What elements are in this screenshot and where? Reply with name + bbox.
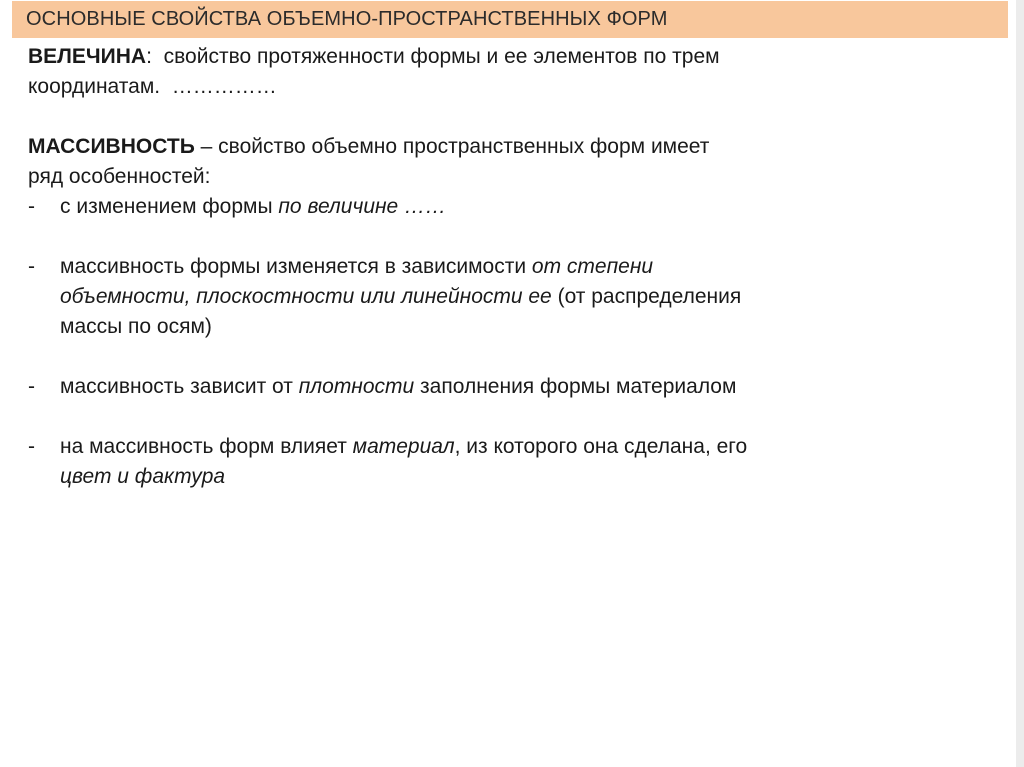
massiveness-text: – свойство объемно пространственных форм имеет ряд особенностей: (28, 135, 710, 188)
bullet-text-part: (от распределения массы по осям) (60, 285, 742, 338)
bullet-text (60, 372, 748, 402)
size-text: свойство протяженности формы и ее элементов по трем координатам. …………… (28, 45, 726, 98)
bullet-dash: - (28, 435, 35, 458)
size-paragraph (28, 42, 748, 102)
bullet-text-part-italic: по величине …… (278, 195, 447, 218)
massiveness-paragraph (28, 132, 748, 192)
bullet-text-part: , из которого она сделана, его (454, 435, 748, 458)
bullet-text-part-italic: цвет и фактура (60, 465, 226, 488)
bullet-item (28, 432, 748, 492)
bullet-dash: - (28, 375, 35, 398)
bullet-text-part: массивность зависит от (60, 375, 299, 398)
bullet-text-part: на массивность форм влияет (60, 435, 353, 458)
bullet-text (60, 432, 748, 492)
slide-content (28, 42, 748, 492)
bullet-item (28, 192, 748, 222)
size-colon: : (146, 45, 152, 68)
bullet-text-part: заполнения формы материалом (414, 375, 737, 398)
massiveness-term: МАССИВНОСТЬ (28, 135, 195, 158)
bullet-item (28, 372, 748, 402)
size-term: ВЕЛЕЧИНА (28, 45, 147, 68)
bullet-item (28, 252, 748, 342)
bullet-text-part-italic: от степени объемности, плоскостности или линейности ее (60, 255, 654, 308)
bullet-dash: - (28, 195, 35, 218)
bullet-dash: - (28, 255, 35, 278)
slide-title: ОСНОВНЫЕ СВОЙСТВА ОБЪЕМНО-ПРОСТРАНСТВЕННЫХ ФОРМ (26, 8, 668, 30)
bullet-text-part-italic: материал (352, 435, 455, 458)
bullet-text-part: массивность формы изменяется в зависимости (60, 255, 532, 278)
bullet-text-part: с изменением формы (60, 195, 279, 218)
bullet-text (60, 192, 748, 222)
bullet-text (60, 252, 748, 342)
title-bar (12, 1, 1008, 38)
bullet-text-part-italic: плотности (298, 375, 415, 398)
